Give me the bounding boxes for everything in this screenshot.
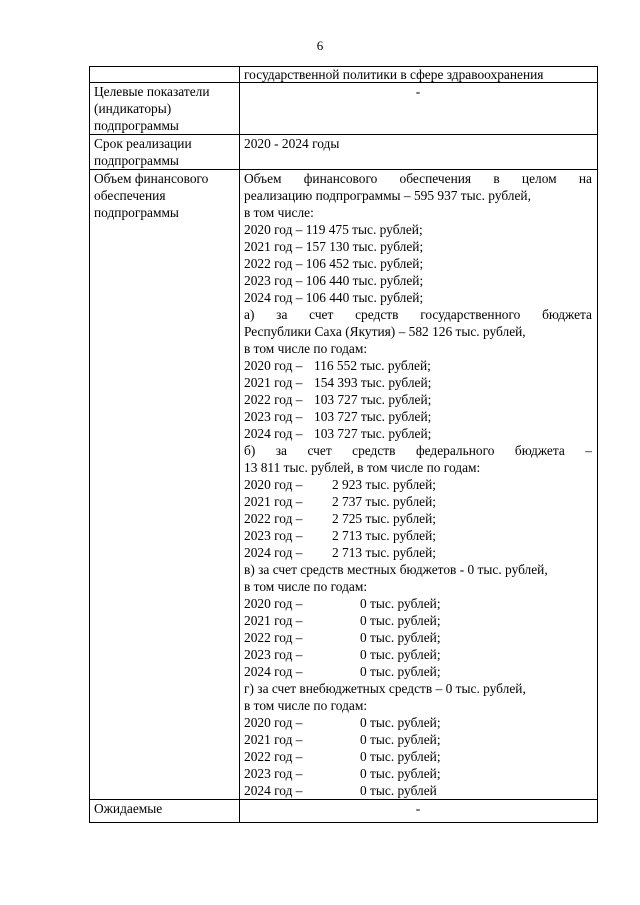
year-label: 2024 год – bbox=[244, 545, 303, 560]
year-label: 2021 год – bbox=[244, 613, 303, 628]
local-year-line bbox=[244, 612, 592, 629]
funding-label-line: обеспечения bbox=[94, 188, 166, 203]
extrabudget-year-line bbox=[244, 714, 592, 731]
year-amount: 0 тыс. рублей; bbox=[360, 732, 441, 747]
term-label-line: Срок реализации bbox=[94, 136, 192, 151]
regional-year-line bbox=[244, 408, 592, 425]
term-value: 2020 - 2024 годы bbox=[244, 136, 340, 151]
extrabudget-year-line bbox=[244, 731, 592, 748]
year-label: 2024 год – bbox=[244, 783, 303, 798]
local-year-line bbox=[244, 595, 592, 612]
cell-expected-label bbox=[90, 800, 240, 823]
federal-year-line bbox=[244, 493, 592, 510]
targets-label-line: Целевые показатели bbox=[94, 84, 210, 99]
federal-year-line bbox=[244, 476, 592, 493]
local-budget-line: в том числе по годам: bbox=[244, 579, 368, 594]
regional-year-line bbox=[244, 425, 592, 442]
year-amount: 103 727 тыс. рублей; bbox=[314, 426, 432, 441]
funding-label-line: подпрограммы bbox=[94, 205, 179, 220]
year-label: 2020 год – bbox=[244, 596, 303, 611]
cell-funding-value bbox=[240, 170, 598, 800]
year-amount: 2 725 тыс. рублей; bbox=[332, 511, 436, 526]
year-label: 2021 год – bbox=[244, 494, 303, 509]
year-label: 2024 год – bbox=[244, 426, 303, 441]
year-amount: 116 552 тыс. рублей; bbox=[314, 358, 431, 373]
subprogram-passport-table bbox=[89, 66, 598, 823]
cell-term-value bbox=[240, 135, 598, 170]
year-amount: 154 393 тыс. рублей; bbox=[314, 375, 432, 390]
total-year-line: 2020 год – 119 475 тыс. рублей; bbox=[244, 222, 423, 237]
regional-budget-line: Республики Саха (Якутия) – 582 126 тыс. рублей, bbox=[244, 324, 526, 339]
extrabudget-line: в том числе по годам: bbox=[244, 698, 368, 713]
table-row-continuation bbox=[90, 67, 598, 83]
year-amount: 0 тыс. рублей; bbox=[360, 596, 441, 611]
table-row-term bbox=[90, 135, 598, 170]
cell-expected-value bbox=[240, 800, 598, 823]
year-amount: 2 713 тыс. рублей; bbox=[332, 528, 436, 543]
funding-label-line: Объем финансового bbox=[94, 171, 209, 186]
federal-budget-line: б) за счет средств федерального бюджета – bbox=[244, 443, 592, 458]
year-amount: 0 тыс. рублей bbox=[360, 783, 437, 798]
regional-year-line bbox=[244, 357, 592, 374]
year-label: 2022 год – bbox=[244, 749, 303, 764]
year-label: 2023 год – bbox=[244, 647, 303, 662]
year-label: 2021 год – bbox=[244, 732, 303, 747]
expected-label: Ожидаемые bbox=[94, 801, 163, 816]
total-year-line: 2021 год – 157 130 тыс. рублей; bbox=[244, 239, 424, 254]
year-amount: 0 тыс. рублей; bbox=[360, 664, 441, 679]
cell-continuation-value bbox=[240, 67, 598, 83]
federal-year-line bbox=[244, 544, 592, 561]
regional-year-line bbox=[244, 391, 592, 408]
extrabudget-year-line bbox=[244, 748, 592, 765]
regional-budget-line: в том числе по годам: bbox=[244, 341, 368, 356]
funding-intro-line: в том числе: bbox=[244, 205, 314, 220]
targets-label-line: подпрограммы bbox=[94, 118, 179, 133]
year-label: 2024 год – bbox=[244, 664, 303, 679]
year-label: 2021 год – bbox=[244, 375, 303, 390]
year-amount: 0 тыс. рублей; bbox=[360, 647, 441, 662]
table-row-funding bbox=[90, 170, 598, 800]
extrabudget-year-line bbox=[244, 782, 592, 799]
cell-funding-label bbox=[90, 170, 240, 800]
extrabudget-line: г) за счет внебюджетных средств – 0 тыс. рублей, bbox=[244, 681, 526, 696]
continuation-text: государственной политики в сфере здравоохранения bbox=[244, 67, 544, 82]
cell-term-label bbox=[90, 135, 240, 170]
year-label: 2023 год – bbox=[244, 409, 303, 424]
total-year-line: 2023 год – 106 440 тыс. рублей; bbox=[244, 273, 424, 288]
year-label: 2022 год – bbox=[244, 392, 303, 407]
year-amount: 2 713 тыс. рублей; bbox=[332, 545, 436, 560]
cell-label-empty bbox=[90, 67, 240, 83]
federal-budget-line: 13 811 тыс. рублей, в том числе по годам: bbox=[244, 460, 481, 475]
term-label-line: подпрограммы bbox=[94, 153, 179, 168]
local-year-line bbox=[244, 646, 592, 663]
federal-year-line bbox=[244, 510, 592, 527]
targets-label-line: (индикаторы) bbox=[94, 101, 172, 116]
table-row-targets bbox=[90, 83, 598, 135]
year-label: 2020 год – bbox=[244, 715, 303, 730]
year-label: 2020 год – bbox=[244, 477, 303, 492]
year-amount: 0 тыс. рублей; bbox=[360, 766, 441, 781]
funding-intro-line: Объем финансового обеспечения в целом на bbox=[244, 171, 592, 186]
year-amount: 0 тыс. рублей; bbox=[360, 613, 441, 628]
year-amount: 0 тыс. рублей; bbox=[360, 715, 441, 730]
year-amount: 2 737 тыс. рублей; bbox=[332, 494, 436, 509]
regional-year-line bbox=[244, 374, 592, 391]
year-amount: 0 тыс. рублей; bbox=[360, 630, 441, 645]
expected-value: - bbox=[415, 801, 421, 816]
funding-intro-line: реализацию подпрограммы – 595 937 тыс. рублей, bbox=[244, 188, 531, 203]
table-row-expected bbox=[90, 800, 598, 823]
total-year-line: 2022 год – 106 452 тыс. рублей; bbox=[244, 256, 424, 271]
local-year-line bbox=[244, 663, 592, 680]
year-label: 2020 год – bbox=[244, 358, 303, 373]
year-amount: 0 тыс. рублей; bbox=[360, 749, 441, 764]
targets-value: - bbox=[415, 84, 421, 99]
federal-year-line bbox=[244, 527, 592, 544]
year-label: 2023 год – bbox=[244, 528, 303, 543]
local-budget-line: в) за счет средств местных бюджетов - 0 тыс. рублей, bbox=[244, 562, 548, 577]
year-label: 2023 год – bbox=[244, 766, 303, 781]
cell-targets-value bbox=[240, 83, 598, 135]
year-label: 2022 год – bbox=[244, 511, 303, 526]
total-year-line: 2024 год – 106 440 тыс. рублей; bbox=[244, 290, 424, 305]
cell-targets-label bbox=[90, 83, 240, 135]
page-number: 6 bbox=[316, 38, 324, 53]
regional-budget-line: а) за счет средств государственного бюджета bbox=[244, 307, 592, 322]
year-amount: 2 923 тыс. рублей; bbox=[332, 477, 436, 492]
extrabudget-year-line bbox=[244, 765, 592, 782]
local-year-line bbox=[244, 629, 592, 646]
year-amount: 103 727 тыс. рублей; bbox=[314, 392, 432, 407]
year-amount: 103 727 тыс. рублей; bbox=[314, 409, 432, 424]
year-label: 2022 год – bbox=[244, 630, 303, 645]
